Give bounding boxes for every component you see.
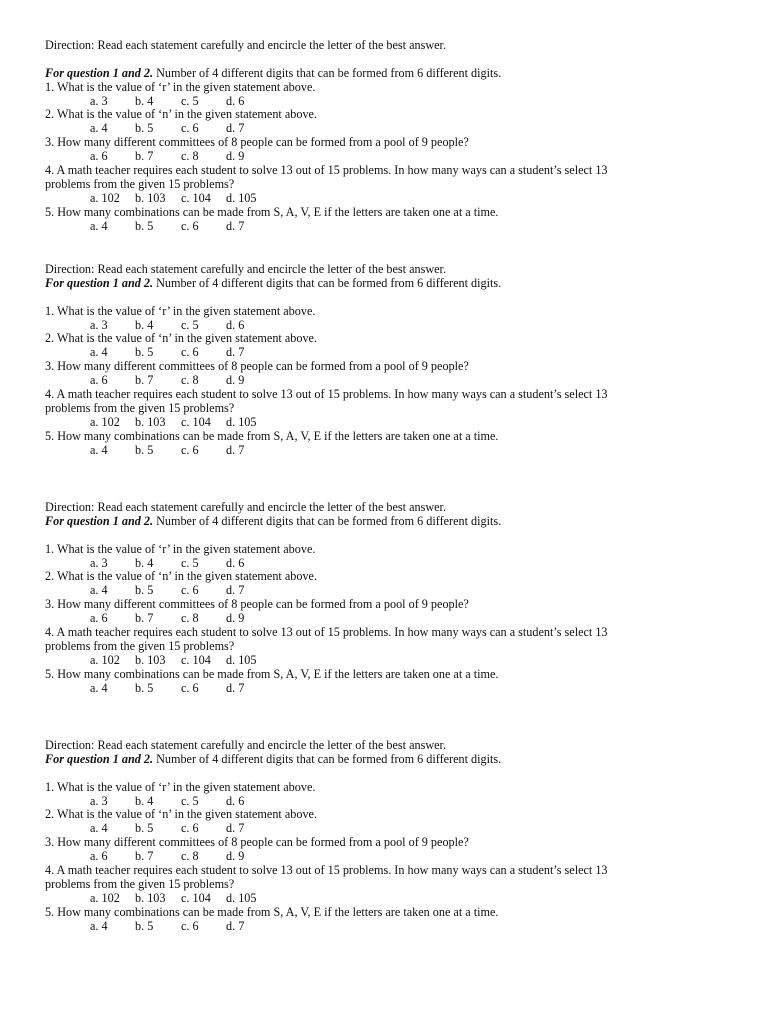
question-5-choices [45,444,745,458]
choice-d: d. 6 [226,555,245,570]
question-4-continued: problems from the given 15 problems? [45,876,235,891]
choice-c: c. 6 [181,218,199,233]
question-4-continued: problems from the given 15 problems? [45,176,235,191]
question-1: 1. What is the value of ‘r’ in the given statement above. [45,779,316,794]
choice-d: d. 9 [226,149,245,164]
question-1-choices [45,95,745,109]
choice-a: a. 4 [90,218,108,233]
direction-text: Direction: Read each statement carefully and encircle the letter of the best answer. [45,500,446,514]
choice-c: c. 6 [181,918,199,933]
question-3: 3. How many different committees of 8 people can be formed from a pool of 9 people? [45,135,469,150]
choice-d: d. 7 [226,583,245,598]
choice-b: b. 7 [135,373,154,388]
choice-a: a. 102 [90,652,120,667]
choice-a: a. 4 [90,121,108,136]
direction-text: Direction: Read each statement carefully and encircle the letter of the best answer. [45,738,446,752]
question-5: 5. How many combinations can be made from S, A, V, E if the letters are taken one at a time. [45,204,499,219]
choice-c: c. 6 [181,583,199,598]
choice-b: b. 4 [135,793,154,808]
question-4-continued: problems from the given 15 problems? [45,638,235,653]
choice-c: c. 6 [181,345,199,360]
choice-b: b. 5 [135,345,154,360]
choice-d: d. 7 [226,345,245,360]
choice-c: c. 5 [181,793,199,808]
question-5-choices [45,920,745,934]
question-3-choices [45,850,745,864]
question-1-choices [45,795,745,809]
question-3-choices [45,150,745,164]
choice-b: b. 4 [135,317,154,332]
quiz-block-4 [45,739,745,933]
question-5: 5. How many combinations can be made from S, A, V, E if the letters are taken one at a time. [45,904,499,919]
choice-b: b. 5 [135,121,154,136]
choice-d: d. 6 [226,793,245,808]
choice-c: c. 104 [181,890,211,905]
choice-b: b. 103 [135,414,166,429]
choice-a: a. 3 [90,793,108,808]
choice-d: d. 9 [226,849,245,864]
choice-c: c. 6 [181,121,199,136]
choice-b: b. 4 [135,93,154,108]
question-4: 4. A math teacher requires each student to solve 13 out of 15 problems. In how many ways can a student’s select 13 [45,625,608,640]
question-3: 3. How many different committees of 8 people can be formed from a pool of 9 people? [45,597,469,612]
choice-d: d. 7 [226,821,245,836]
choice-a: a. 4 [90,918,108,933]
choice-c: c. 6 [181,680,199,695]
question-1-choices [45,557,745,571]
choice-c: c. 8 [181,849,199,864]
choice-c: c. 8 [181,149,199,164]
choice-d: d. 7 [226,121,245,136]
choice-d: d. 105 [226,890,257,905]
choice-b: b. 4 [135,555,154,570]
question-1: 1. What is the value of ‘r’ in the given statement above. [45,79,316,94]
prompt-text: Number of 4 different digits that can be formed from 6 different digits. [153,751,502,766]
choice-d: d. 7 [226,918,245,933]
choice-a: a. 4 [90,680,108,695]
question-4-choices [45,416,745,430]
question-4-choices [45,892,745,906]
question-2-choices [45,346,745,360]
quiz-block-3 [45,501,745,695]
choice-a: a. 4 [90,442,108,457]
choice-d: d. 7 [226,680,245,695]
prompt-lead: For question 1 and 2. [45,275,154,290]
question-3-choices [45,612,745,626]
question-2-choices [45,122,745,136]
question-4-choices [45,192,745,206]
question-prompt [45,753,745,767]
choice-a: a. 4 [90,821,108,836]
choice-a: a. 3 [90,93,108,108]
prompt-text: Number of 4 different digits that can be formed from 6 different digits. [153,513,502,528]
choice-d: d. 6 [226,317,245,332]
choice-c: c. 5 [181,317,199,332]
choice-b: b. 5 [135,442,154,457]
question-4: 4. A math teacher requires each student to solve 13 out of 15 problems. In how many ways can a student’s select 13 [45,863,608,878]
question-prompt [45,67,745,81]
prompt-lead: For question 1 and 2. [45,65,154,80]
prompt-lead: For question 1 and 2. [45,751,154,766]
prompt-text: Number of 4 different digits that can be formed from 6 different digits. [153,65,502,80]
question-4: 4. A math teacher requires each student to solve 13 out of 15 problems. In how many ways can a student’s select 13 [45,387,608,402]
question-3: 3. How many different committees of 8 people can be formed from a pool of 9 people? [45,359,469,374]
choice-d: d. 7 [226,442,245,457]
choice-c: c. 6 [181,821,199,836]
choice-b: b. 5 [135,821,154,836]
choice-b: b. 103 [135,652,166,667]
choice-c: c. 104 [181,190,211,205]
choice-d: d. 105 [226,652,257,667]
question-3: 3. How many different committees of 8 people can be formed from a pool of 9 people? [45,835,469,850]
choice-a: a. 4 [90,345,108,360]
question-4: 4. A math teacher requires each student to solve 13 out of 15 problems. In how many ways can a student’s select 13 [45,163,608,178]
question-5: 5. How many combinations can be made from S, A, V, E if the letters are taken one at a time. [45,666,499,681]
choice-b: b. 5 [135,918,154,933]
question-3-choices [45,374,745,388]
question-5-choices [45,682,745,696]
choice-b: b. 103 [135,890,166,905]
question-2: 2. What is the value of ‘n’ in the given statement above. [45,569,317,584]
choice-c: c. 5 [181,93,199,108]
question-2: 2. What is the value of ‘n’ in the given statement above. [45,107,317,122]
question-prompt [45,277,745,291]
choice-a: a. 3 [90,317,108,332]
choice-b: b. 7 [135,611,154,626]
choice-d: d. 9 [226,373,245,388]
choice-c: c. 8 [181,611,199,626]
choice-a: a. 6 [90,611,108,626]
choice-b: b. 5 [135,218,154,233]
choice-d: d. 6 [226,93,245,108]
prompt-text: Number of 4 different digits that can be formed from 6 different digits. [153,275,502,290]
quiz-block-1 [45,39,745,233]
choice-d: d. 7 [226,218,245,233]
choice-d: d. 105 [226,190,257,205]
quiz-block-2 [45,263,745,457]
choice-a: a. 4 [90,583,108,598]
question-2-choices [45,584,745,598]
choice-a: a. 102 [90,414,120,429]
question-2: 2. What is the value of ‘n’ in the given statement above. [45,331,317,346]
question-1-choices [45,319,745,333]
choice-a: a. 6 [90,149,108,164]
question-4-continued: problems from the given 15 problems? [45,400,235,415]
question-1: 1. What is the value of ‘r’ in the given statement above. [45,541,316,556]
choice-c: c. 5 [181,555,199,570]
choice-b: b. 5 [135,583,154,598]
choice-a: a. 6 [90,849,108,864]
question-5: 5. How many combinations can be made from S, A, V, E if the letters are taken one at a time. [45,428,499,443]
choice-a: a. 6 [90,373,108,388]
choice-b: b. 7 [135,849,154,864]
direction-text: Direction: Read each statement carefully and encircle the letter of the best answer. [45,38,446,52]
choice-c: c. 8 [181,373,199,388]
choice-b: b. 103 [135,190,166,205]
choice-c: c. 6 [181,442,199,457]
choice-d: d. 105 [226,414,257,429]
question-4-choices [45,654,745,668]
choice-a: a. 3 [90,555,108,570]
question-2: 2. What is the value of ‘n’ in the given statement above. [45,807,317,822]
direction-text: Direction: Read each statement carefully and encircle the letter of the best answer. [45,262,446,276]
prompt-lead: For question 1 and 2. [45,513,154,528]
choice-a: a. 102 [90,890,120,905]
choice-a: a. 102 [90,190,120,205]
question-2-choices [45,822,745,836]
choice-b: b. 5 [135,680,154,695]
choice-d: d. 9 [226,611,245,626]
choice-c: c. 104 [181,652,211,667]
choice-c: c. 104 [181,414,211,429]
question-1: 1. What is the value of ‘r’ in the given statement above. [45,303,316,318]
question-prompt [45,515,745,529]
choice-b: b. 7 [135,149,154,164]
question-5-choices [45,220,745,234]
